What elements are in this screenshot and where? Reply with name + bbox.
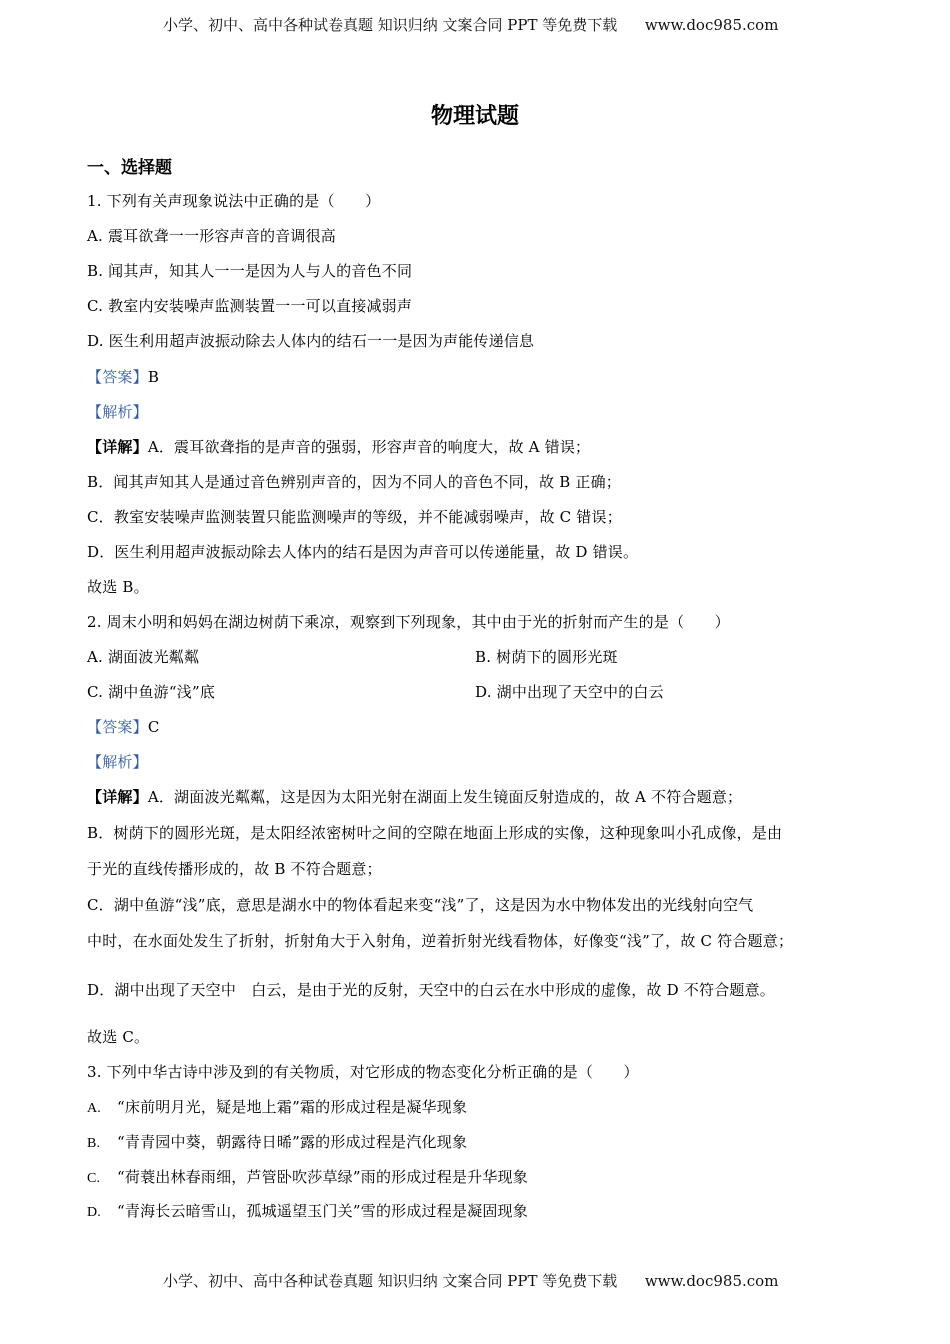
answer-value: B bbox=[147, 368, 160, 386]
q1-option-a: A. 震耳欲聋一一形容声音的音调很高 bbox=[87, 227, 336, 245]
q2-option-c: C. 湖中鱼游“浅”底 bbox=[87, 683, 216, 701]
option-letter: B. bbox=[87, 1136, 101, 1151]
q3-option-b bbox=[87, 1131, 467, 1152]
q2-detail-c2: 中时，在水面处发生了折射，折射角大于入射角，逆着折射光线看物体，好像变“浅”了，故 C 符合题意； bbox=[87, 932, 794, 950]
detail-text: A．湖面波光粼粼，这是因为太阳光射在湖面上发生镜面反射造成的，故 A 不符合题意； bbox=[147, 788, 743, 806]
q1-detail-c: C．教室安装噪声监测装置只能监测噪声的等级，并不能减弱噪声，故 C 错误； bbox=[87, 508, 622, 526]
q2-conclusion: 故选 C。 bbox=[87, 1028, 150, 1046]
option-letter: D. bbox=[87, 1205, 102, 1220]
q1-analysis-label: 【解析】 bbox=[87, 403, 148, 421]
option-letter: A. bbox=[87, 1101, 102, 1116]
q2-detail-c1: C．湖中鱼游“浅”底，意思是湖水中的物体看起来变“浅”了，这是因为水中物体发出的光线射向空气 bbox=[87, 896, 754, 914]
q2-option-d: D. 湖中出现了天空中的白云 bbox=[475, 683, 664, 701]
q2-detail-a bbox=[87, 786, 742, 807]
q1-option-c: C. 教室内安装噪声监测装置一一可以直接减弱声 bbox=[87, 297, 413, 315]
q1-answer bbox=[87, 366, 159, 387]
q2-detail-d: D．湖中出现了天空中 白云，是由于光的反射，天空中的白云在水中形成的虚像，故 D 不符合题意。 bbox=[87, 981, 775, 999]
q1-stem: 1. 下列有关声现象说法中正确的是（ ） bbox=[87, 192, 381, 210]
q2-detail-b2: 于光的直线传播形成的，故 B 不符合题意； bbox=[87, 860, 382, 878]
q3-option-c bbox=[87, 1166, 528, 1187]
option-text: “荷蓑出林春雨细，芦管卧吹莎草绿”雨的形成过程是升华现象 bbox=[117, 1168, 528, 1186]
page-header bbox=[163, 14, 778, 35]
section-heading: 一、选择题 bbox=[87, 158, 172, 178]
q3-option-a bbox=[87, 1096, 467, 1117]
q1-option-d: D. 医生利用超声波振动除去人体内的结石一一是因为声能传递信息 bbox=[87, 332, 535, 350]
detail-label: 【详解】 bbox=[87, 788, 148, 806]
q1-detail-d: D．医生利用超声波振动除去人体内的结石是因为声音可以传递能量，故 D 错误。 bbox=[87, 543, 639, 561]
q2-answer bbox=[87, 716, 160, 737]
q2-detail-b1: B．树荫下的圆形光斑，是太阳经浓密树叶之间的空隙在地面上形成的实像，这种现象叫小孔成像，是由 bbox=[87, 824, 783, 842]
header-url[interactable]: www.doc985.com bbox=[644, 16, 779, 34]
footer-url[interactable]: www.doc985.com bbox=[644, 1272, 779, 1290]
answer-label: 【答案】 bbox=[87, 368, 148, 386]
q3-option-d bbox=[87, 1200, 528, 1221]
answer-value: C bbox=[147, 718, 160, 736]
q2-option-a: A. 湖面波光粼粼 bbox=[87, 648, 200, 666]
footer-text: 小学、初中、高中各种试卷真题 知识归纳 文案合同 PPT 等免费下载 bbox=[163, 1272, 618, 1290]
q1-conclusion: 故选 B。 bbox=[87, 578, 149, 596]
page-title: 物理试题 bbox=[430, 103, 519, 129]
option-letter: C. bbox=[87, 1171, 101, 1186]
q1-detail-a bbox=[87, 436, 590, 457]
q2-analysis-label: 【解析】 bbox=[87, 753, 148, 771]
option-text: “青海长云暗雪山，孤城遥望玉门关”雪的形成过程是凝固现象 bbox=[117, 1202, 528, 1220]
q1-detail-b: B．闻其声知其人是通过音色辨别声音的，因为不同人的音色不同，故 B 正确； bbox=[87, 473, 621, 491]
q1-option-b: B. 闻其声，知其人一一是因为人与人的音色不同 bbox=[87, 262, 413, 280]
header-text: 小学、初中、高中各种试卷真题 知识归纳 文案合同 PPT 等免费下载 bbox=[163, 16, 618, 34]
option-text: “床前明月光，疑是地上霜”霜的形成过程是凝华现象 bbox=[117, 1098, 468, 1116]
q3-stem: 3. 下列中华古诗中涉及到的有关物质，对它形成的物态变化分析正确的是（ ） bbox=[87, 1063, 639, 1081]
page-footer bbox=[163, 1270, 778, 1291]
detail-label: 【详解】 bbox=[87, 438, 148, 456]
option-text: “青青园中葵，朝露待日晞”露的形成过程是汽化现象 bbox=[117, 1133, 468, 1151]
answer-label: 【答案】 bbox=[87, 718, 148, 736]
detail-text: A．震耳欲聋指的是声音的强弱，形容声音的响度大，故 A 错误； bbox=[147, 438, 591, 456]
q2-stem: 2. 周末小明和妈妈在湖边树荫下乘凉，观察到下列现象，其中由于光的折射而产生的是（ ） bbox=[87, 613, 730, 631]
q2-option-b: B. 树荫下的圆形光斑 bbox=[475, 648, 618, 666]
